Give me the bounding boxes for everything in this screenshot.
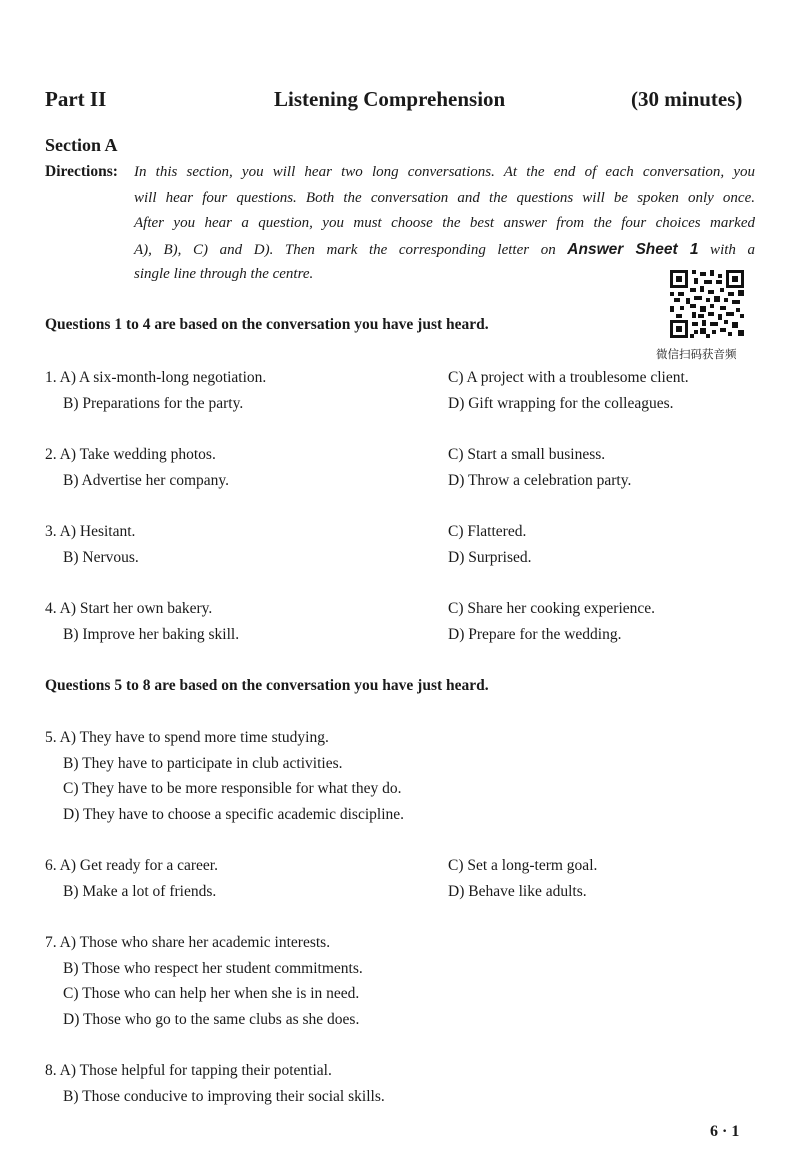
question-4-option-d: D) Prepare for the wedding. (448, 626, 622, 643)
question-group-heading: Questions 1 to 4 are based on the conversation you have just heard. (45, 316, 489, 333)
part-label: Part II (45, 87, 107, 111)
question-7-option-a: 7. A) Those who share her academic interests. (45, 934, 331, 951)
question-8-option-b: B) Those conducive to improving their social skills. (63, 1088, 385, 1105)
question-group-heading: Questions 5 to 8 are based on the conversation you have just heard. (45, 677, 489, 694)
question-3-option-c: C) Flattered. (448, 523, 527, 540)
question-4-option-c: C) Share her cooking experience. (448, 600, 656, 617)
qr-code-icon[interactable] (670, 270, 744, 338)
question-7-option-b: B) Those who respect her student commitments. (63, 960, 363, 977)
question-6-option-b: B) Make a lot of friends. (63, 883, 217, 900)
question-2-option-d: D) Throw a celebration party. (448, 472, 632, 489)
directions-line: In this section, you will hear two long conversations. At the end of each conversation, you (134, 164, 755, 180)
question-4-option-b: B) Improve her baking skill. (63, 626, 240, 643)
directions-label: Directions: (45, 163, 118, 180)
time-limit: (30 minutes) (631, 87, 743, 111)
question-6-option-c: C) Set a long-term goal. (448, 857, 598, 874)
question-7-option-c: C) Those who can help her when she is in need. (63, 985, 360, 1002)
directions-line: will hear four questions. Both the conversation and the questions will be spoken only once. (134, 190, 755, 206)
page-number: 6 · 1 (710, 1123, 740, 1140)
question-8-option-a: 8. A) Those helpful for tapping their potential. (45, 1062, 332, 1079)
question-2-option-b: B) Advertise her company. (63, 472, 230, 489)
qr-caption: 微信扫码获音频 (656, 347, 737, 361)
question-1-option-d: D) Gift wrapping for the colleagues. (448, 395, 674, 412)
directions-line-text: A), B), C) and D). Then mark the corresponding letter on (134, 242, 568, 258)
question-2-option-a: 2. A) Take wedding photos. (45, 446, 216, 463)
question-6-option-d: D) Behave like adults. (448, 883, 587, 900)
answer-sheet-label: Answer Sheet 1 (567, 241, 699, 258)
directions-line-text: with a (698, 242, 756, 258)
question-1-option-c: C) A project with a troublesome client. (448, 369, 689, 386)
question-1-option-a: 1. A) A six-month-long negotiation. (45, 369, 267, 386)
question-5-option-a: 5. A) They have to spend more time studying. (45, 729, 329, 746)
section-title: Section A (45, 135, 118, 155)
question-3-option-d: D) Surprised. (448, 549, 532, 566)
directions-line: single line through the centre. (134, 266, 314, 282)
question-1-option-b: B) Preparations for the party. (63, 395, 244, 412)
question-5-option-d: D) They have to choose a specific academic discipline. (63, 806, 405, 823)
question-2-option-c: C) Start a small business. (448, 446, 606, 463)
question-3-option-a: 3. A) Hesitant. (45, 523, 136, 540)
question-5-option-c: C) They have to be more responsible for what they do. (63, 780, 402, 797)
question-4-option-a: 4. A) Start her own bakery. (45, 600, 213, 617)
directions-line: After you hear a question, you must choose the best answer from the four choices marked (134, 215, 755, 231)
question-7-option-d: D) Those who go to the same clubs as she does. (63, 1011, 360, 1028)
question-3-option-b: B) Nervous. (63, 549, 139, 566)
question-6-option-a: 6. A) Get ready for a career. (45, 857, 218, 874)
question-5-option-b: B) They have to participate in club activities. (63, 755, 343, 772)
page-title: Listening Comprehension (274, 87, 506, 111)
directions-line (134, 241, 755, 259)
